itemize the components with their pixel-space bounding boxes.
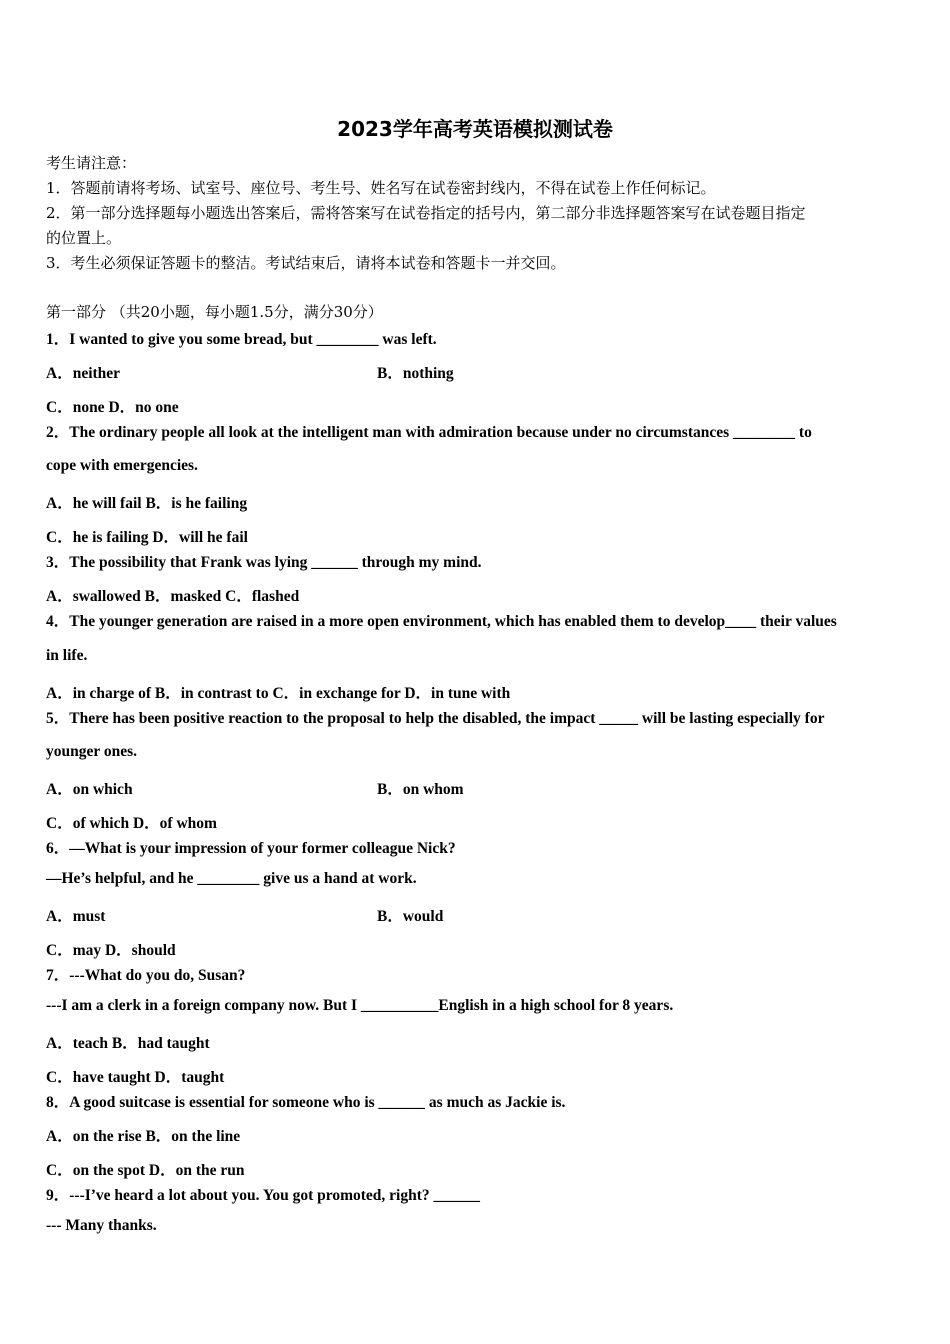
question-2-stem: 2．The ordinary people all look at the intelligent man with admiration because under no circumstances ________ to xyxy=(46,424,812,441)
question-5-options-cd: C．of which D．of whom xyxy=(46,815,217,832)
question-6-option-b: B．would xyxy=(377,908,444,925)
page-title: 2023学年高考英语模拟测试卷 xyxy=(337,117,613,141)
question-3-stem: 3．The possibility that Frank was lying ______ through my mind. xyxy=(46,554,482,571)
question-5-option-b: B．on whom xyxy=(377,781,464,798)
question-2-options-ab: A．he will fail B．is he failing xyxy=(46,495,248,512)
notice-item-1: 1．答题前请将考场、试室号、座位号、考生号、姓名写在试卷密封线内，不得在试卷上作任何标记。 xyxy=(46,179,716,197)
question-6-stem-cont: —He’s helpful, and he ________ give us a hand at work. xyxy=(46,870,417,887)
question-7-stem: 7．---What do you do, Susan? xyxy=(46,967,246,984)
notice-item-3: 3．考生必须保证答题卡的整洁。考试结束后，请将本试卷和答题卡一并交回。 xyxy=(46,254,566,272)
question-8-options-ab: A．on the rise B．on the line xyxy=(46,1128,241,1145)
question-7-options-ab: A．teach B．had taught xyxy=(46,1035,210,1052)
question-4-options: A．in charge of B．in contrast to C．in exchange for D．in tune with xyxy=(46,685,511,702)
notice-item-2: 2．第一部分选择题每小题选出答案后，需将答案写在试卷指定的括号内，第二部分非选择题答案写在试卷题目指定 xyxy=(46,204,806,222)
question-3-options: A．swallowed B．masked C．flashed xyxy=(46,588,300,605)
question-8-options-cd: C．on the spot D．on the run xyxy=(46,1162,245,1179)
question-6-option-a: A．must xyxy=(46,908,106,925)
question-1-options-cd: C．none D．no one xyxy=(46,399,179,416)
question-5-stem-cont: younger ones. xyxy=(46,743,138,760)
question-6-stem: 6．—What is your impression of your former colleague Nick? xyxy=(46,840,456,857)
question-1-option-b: B．nothing xyxy=(377,365,454,382)
question-7-options-cd: C．have taught D．taught xyxy=(46,1069,225,1086)
notice-heading: 考生请注意： xyxy=(46,154,137,172)
question-4-stem: 4．The younger generation are raised in a more open environment, which has enabled them to develop____ their values xyxy=(46,613,837,630)
question-8-stem: 8．A good suitcase is essential for someone who is ______ as much as Jackie is. xyxy=(46,1094,566,1111)
question-4-stem-cont: in life. xyxy=(46,647,88,664)
question-9-stem: 9．---I’ve heard a lot about you. You got promoted, right? ______ xyxy=(46,1187,480,1204)
question-2-options-cd: C．he is failing D．will he fail xyxy=(46,529,248,546)
question-5-option-a: A．on which xyxy=(46,781,133,798)
question-2-stem-cont: cope with emergencies. xyxy=(46,457,198,474)
section-heading: 第一部分 （共20小题，每小题1.5分，满分30分） xyxy=(46,303,383,321)
question-6-options-cd: C．may D．should xyxy=(46,942,176,959)
question-5-stem: 5．There has been positive reaction to the proposal to help the disabled, the impact _____ will be lasting especially for xyxy=(46,710,825,727)
notice-item-2-cont: 的位置上。 xyxy=(46,229,122,247)
question-1-option-a: A．neither xyxy=(46,365,121,382)
question-1-stem: 1．I wanted to give you some bread, but ________ was left. xyxy=(46,331,437,348)
question-9-stem-cont: --- Many thanks. xyxy=(46,1217,157,1234)
question-7-stem-cont: ---I am a clerk in a foreign company now. But I __________English in a high school for 8 years. xyxy=(46,997,674,1014)
